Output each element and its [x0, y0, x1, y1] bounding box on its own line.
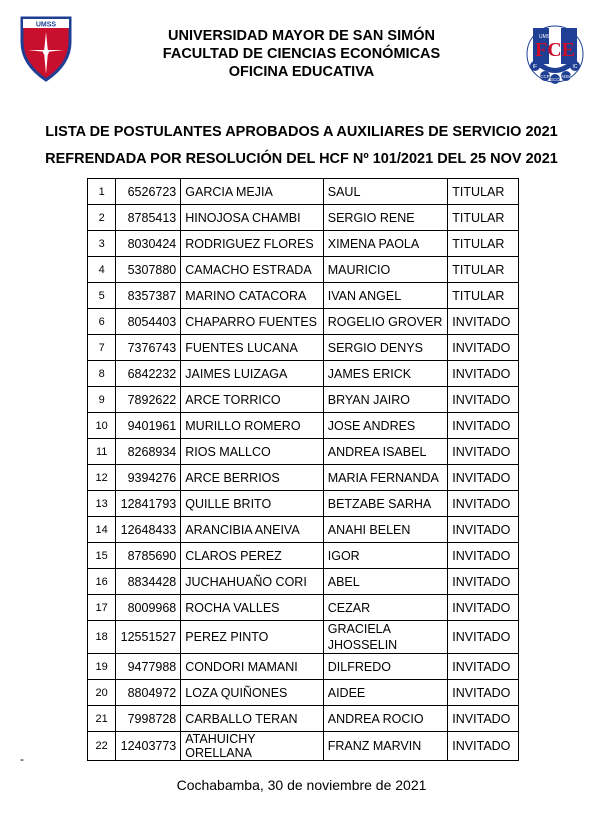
- table-row: [88, 205, 519, 231]
- row-surnames: CLAROS PEREZ: [181, 543, 323, 569]
- row-names: ROGELIO GROVER: [323, 309, 448, 335]
- office-name: OFICINA EDUCATIVA: [228, 64, 375, 80]
- row-number: 16: [88, 569, 116, 595]
- row-number: 1: [88, 179, 116, 205]
- row-number: 17: [88, 595, 116, 621]
- row-ci: 8268934: [116, 439, 181, 465]
- table-row: [88, 413, 519, 439]
- row-names: JAMES ERICK: [323, 361, 448, 387]
- table-row: [88, 335, 519, 361]
- row-surnames: ROCHA VALLES: [181, 595, 323, 621]
- row-surnames: HINOJOSA CHAMBI: [181, 205, 323, 231]
- table-row: [88, 361, 519, 387]
- row-number: 2: [88, 205, 116, 231]
- table-row: [88, 179, 519, 205]
- row-ci: 9477988: [116, 654, 181, 680]
- row-status: TITULAR: [448, 179, 519, 205]
- row-number: 21: [88, 706, 116, 732]
- row-status: INVITADO: [448, 413, 519, 439]
- row-status: TITULAR: [448, 257, 519, 283]
- row-surnames: CAMACHO ESTRADA: [181, 257, 323, 283]
- row-status: INVITADO: [448, 569, 519, 595]
- row-names: FRANZ MARVIN: [323, 732, 448, 761]
- row-ci: 8030424: [116, 231, 181, 257]
- svg-text:IC: IC: [572, 64, 578, 70]
- row-ci: 9401961: [116, 413, 181, 439]
- svg-text:IF: IF: [532, 64, 538, 70]
- row-ci: 7376743: [116, 335, 181, 361]
- row-status: INVITADO: [448, 706, 519, 732]
- row-surnames: ATAHUICHY ORELLANA: [181, 732, 323, 761]
- row-surnames: ARANCIBIA ANEIVA: [181, 517, 323, 543]
- row-status: INVITADO: [448, 491, 519, 517]
- umss-logo-text: UMSS: [35, 21, 57, 29]
- row-names: IGOR: [323, 543, 448, 569]
- row-surnames: ARCE TORRICO: [181, 387, 323, 413]
- row-surnames: MARINO CATACORA: [181, 283, 323, 309]
- row-ci: 12841793: [116, 491, 181, 517]
- row-ci: 6842232: [116, 361, 181, 387]
- row-status: INVITADO: [448, 335, 519, 361]
- row-status: INVITADO: [448, 680, 519, 706]
- row-status: INVITADO: [448, 517, 519, 543]
- row-surnames: FUENTES LUCANA: [181, 335, 323, 361]
- row-surnames: ARCE BERRIOS: [181, 465, 323, 491]
- table-row: [88, 732, 519, 761]
- row-ci: 8804972: [116, 680, 181, 706]
- row-status: INVITADO: [448, 309, 519, 335]
- table-row: [88, 283, 519, 309]
- row-surnames: JUCHAHUAÑO CORI: [181, 569, 323, 595]
- row-ci: 12648433: [116, 517, 181, 543]
- table-row: [88, 465, 519, 491]
- row-status: TITULAR: [448, 231, 519, 257]
- svg-text:ECO: ECO: [550, 77, 560, 82]
- row-ci: 8834428: [116, 569, 181, 595]
- svg-text:ADM: ADM: [561, 74, 571, 79]
- row-number: 5: [88, 283, 116, 309]
- table-row: [88, 439, 519, 465]
- row-status: TITULAR: [448, 283, 519, 309]
- row-surnames: RODRIGUEZ FLORES: [181, 231, 323, 257]
- row-status: INVITADO: [448, 439, 519, 465]
- row-status: INVITADO: [448, 732, 519, 761]
- applicants-table: [87, 178, 519, 761]
- row-status: INVITADO: [448, 595, 519, 621]
- row-names: SERGIO DENYS: [323, 335, 448, 361]
- row-status: INVITADO: [448, 654, 519, 680]
- row-number: 13: [88, 491, 116, 517]
- row-ci: 7892622: [116, 387, 181, 413]
- table-row: [88, 257, 519, 283]
- table-row: [88, 231, 519, 257]
- table-row: [88, 595, 519, 621]
- row-status: INVITADO: [448, 465, 519, 491]
- row-number: 7: [88, 335, 116, 361]
- dash-mark: -: [20, 752, 24, 766]
- row-surnames: MURILLO ROMERO: [181, 413, 323, 439]
- row-ci: 12551527: [116, 621, 181, 654]
- row-names: IVAN ANGEL: [323, 283, 448, 309]
- row-number: 19: [88, 654, 116, 680]
- row-surnames: JAIMES LUIZAGA: [181, 361, 323, 387]
- table-row: [88, 569, 519, 595]
- row-names: AIDEE: [323, 680, 448, 706]
- row-names: MARIA FERNANDA: [323, 465, 448, 491]
- row-surnames: GARCIA MEJIA: [181, 179, 323, 205]
- row-ci: 5307880: [116, 257, 181, 283]
- row-ci: 8357387: [116, 283, 181, 309]
- row-surnames: CHAPARRO FUENTES: [181, 309, 323, 335]
- row-ci: 8054403: [116, 309, 181, 335]
- row-status: INVITADO: [448, 543, 519, 569]
- row-surnames: RIOS MALLCO: [181, 439, 323, 465]
- row-ci: 6526723: [116, 179, 181, 205]
- table-row: [88, 680, 519, 706]
- table-row: [88, 387, 519, 413]
- row-status: TITULAR: [448, 205, 519, 231]
- row-names: JOSE ANDRES: [323, 413, 448, 439]
- row-names: BETZABE SARHA: [323, 491, 448, 517]
- row-number: 20: [88, 680, 116, 706]
- row-number: 15: [88, 543, 116, 569]
- row-names: MAURICIO: [323, 257, 448, 283]
- table-row: [88, 517, 519, 543]
- row-number: 6: [88, 309, 116, 335]
- row-names: XIMENA PAOLA: [323, 231, 448, 257]
- row-surnames: CONDORI MAMANI: [181, 654, 323, 680]
- row-number: 9: [88, 387, 116, 413]
- svg-text:UMSS: UMSS: [539, 34, 554, 40]
- row-ci: 7998728: [116, 706, 181, 732]
- table-row: [88, 491, 519, 517]
- row-surnames: CARBALLO TERAN: [181, 706, 323, 732]
- row-number: 3: [88, 231, 116, 257]
- row-surnames: LOZA QUIÑONES: [181, 680, 323, 706]
- row-number: 18: [88, 621, 116, 654]
- row-ci: 8009968: [116, 595, 181, 621]
- row-number: 4: [88, 257, 116, 283]
- row-names: ANDREA ISABEL: [323, 439, 448, 465]
- row-names: CEZAR: [323, 595, 448, 621]
- place-date: Cochabamba, 30 de noviembre de 2021: [176, 777, 427, 793]
- row-surnames: PEREZ PINTO: [181, 621, 323, 654]
- row-names: ANAHI BELEN: [323, 517, 448, 543]
- university-name: UNIVERSIDAD MAYOR DE SAN SIMÓN: [168, 28, 435, 44]
- table-row: [88, 543, 519, 569]
- row-number: 10: [88, 413, 116, 439]
- row-names: SAUL: [323, 179, 448, 205]
- row-number: 22: [88, 732, 116, 761]
- row-number: 11: [88, 439, 116, 465]
- list-title: LISTA DE POSTULANTES APROBADOS A AUXILIARES DE SERVICIO 2021: [45, 124, 558, 140]
- row-names: SERGIO RENE: [323, 205, 448, 231]
- row-ci: 12403773: [116, 732, 181, 761]
- row-status: INVITADO: [448, 361, 519, 387]
- row-number: 14: [88, 517, 116, 543]
- row-names: BRYAN JAIRO: [323, 387, 448, 413]
- table-row: [88, 706, 519, 732]
- row-ci: 8785690: [116, 543, 181, 569]
- row-surnames: QUILLE BRITO: [181, 491, 323, 517]
- row-status: INVITADO: [448, 621, 519, 654]
- row-names: DILFREDO: [323, 654, 448, 680]
- fce-logo-letters: FCE: [535, 39, 575, 61]
- row-names: ANDREA ROCIO: [323, 706, 448, 732]
- row-ci: 9394276: [116, 465, 181, 491]
- row-names: ABEL: [323, 569, 448, 595]
- row-ci: 8785413: [116, 205, 181, 231]
- row-names: GRACIELA JHOSSELIN: [323, 621, 448, 654]
- faculty-name: FACULTAD DE CIENCIAS ECONÓMICAS: [162, 46, 441, 62]
- table-row: [88, 621, 519, 654]
- row-number: 12: [88, 465, 116, 491]
- resolution-title: REFRENDADA POR RESOLUCIÓN DEL HCF Nº 101/2021 DEL 25 NOV 2021: [45, 151, 558, 167]
- row-status: INVITADO: [448, 387, 519, 413]
- svg-text:CCP: CCP: [540, 74, 550, 79]
- table-row: [88, 654, 519, 680]
- table-row: [88, 309, 519, 335]
- row-number: 8: [88, 361, 116, 387]
